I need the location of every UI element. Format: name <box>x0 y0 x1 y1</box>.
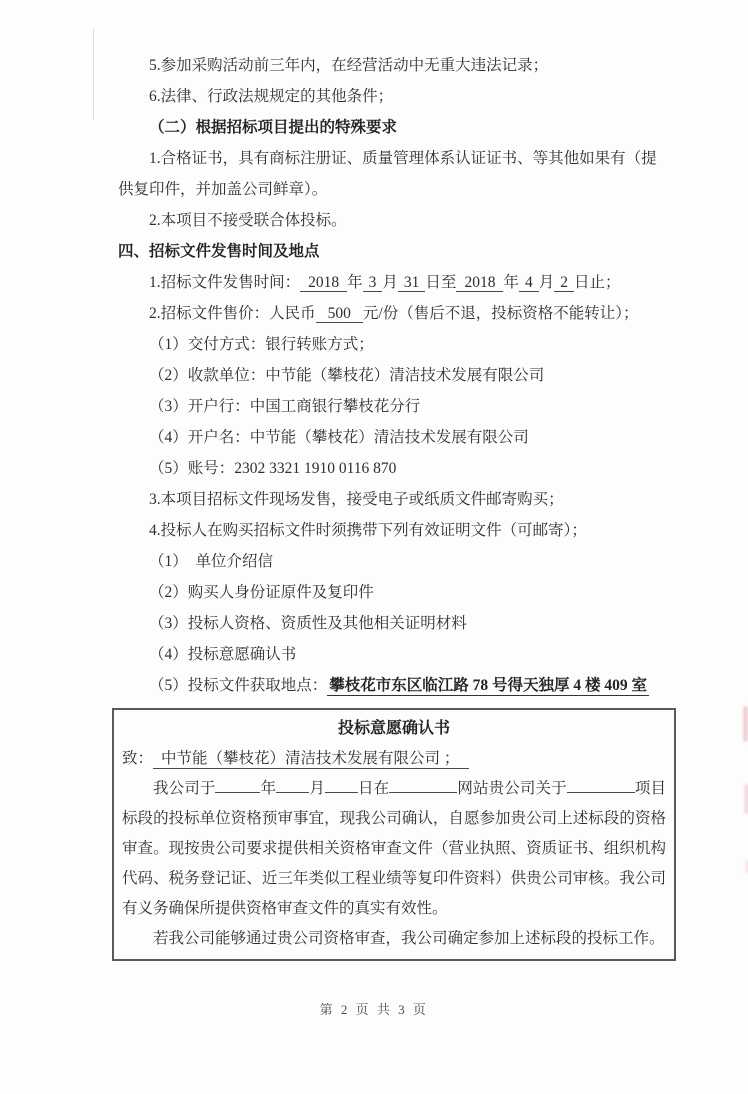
day-to-unit: 日至 <box>425 274 457 291</box>
blank-website-field <box>389 777 457 793</box>
addressee-label: 致： <box>122 750 154 767</box>
confirmation-text-4: 日在 <box>357 780 390 797</box>
sale-time-label: 1.招标文件发售时间： <box>149 274 301 291</box>
bank-line: （3）开户行：中国工商银行攀枝花分行 <box>149 398 421 415</box>
addressee-value: 中节能（攀枝花）清洁技术发展有限公司 ； <box>153 750 469 769</box>
confirmation-text-1: 我公司于 <box>153 780 216 797</box>
confirmation-text-2: 年 <box>260 780 277 797</box>
account-number-line: （5）账号：2302 3321 1910 0116 870 <box>149 460 397 477</box>
scan-artifact-smudge <box>744 784 748 814</box>
sale-end-day: 2 <box>554 274 574 292</box>
sale-start-month: 3 <box>363 274 383 292</box>
section-heading-special-requirements: （二）根据招标项目提出的特殊要求 <box>149 119 398 136</box>
year-unit: 年 <box>347 274 363 291</box>
box-title: 投标意愿确认书 <box>337 720 450 737</box>
day-end-unit: 日止； <box>573 274 621 291</box>
special-requirement-1: 1.合格证书，具有商标注册证、质量管理体系认证证书、等其他如果有（提供复印件，并加盖公司鲜章）。 <box>118 150 657 198</box>
addressee-line <box>122 744 666 774</box>
blank-month-field <box>276 777 309 793</box>
pickup-location-label: （5）投标文件获取地点： <box>149 677 328 694</box>
sale-start-year: 2018 <box>300 274 347 292</box>
pickup-address: 攀枝花市东区临江路 78 号得天独厚 4 楼 409 室 <box>329 677 648 694</box>
page-number: 第 2 页 共 3 页 <box>319 1002 429 1017</box>
month-unit-2: 月 <box>538 274 555 291</box>
blank-day-field <box>325 777 358 793</box>
payee-line: （2）收款单位：中节能（攀枝花）清洁技术发展有限公司 <box>149 367 545 384</box>
month-unit: 月 <box>382 274 398 291</box>
document-body <box>118 50 670 701</box>
account-name-line: （4）开户名：中节能（攀枝花）清洁技术发展有限公司 <box>149 429 529 446</box>
special-requirement-2: 2.本项目不接受联合体投标。 <box>149 212 347 229</box>
section-heading-4: 四、招标文件发售时间及地点 <box>118 243 320 260</box>
clause-item-4: 4.投标人在购买招标文件时须携带下列有效证明文件（可邮寄）； <box>149 522 587 539</box>
blank-project-field <box>567 777 635 793</box>
sale-end-year: 2018 <box>456 274 503 292</box>
year-unit-2: 年 <box>503 274 519 291</box>
required-doc-3: （3）投标人资格、资质性及其他相关证明材料 <box>149 615 467 632</box>
clause-item-3: 3.本项目招标文件现场发售，接受电子或纸质文件邮寄购买； <box>149 491 564 508</box>
price-value: 500 <box>316 305 363 323</box>
confirmation-closing: 若我公司能够通过贵公司资格审查，我公司确定参加上述标段的投标工作。 <box>153 930 665 947</box>
confirmation-box <box>112 708 676 961</box>
required-doc-2: （2）购买人身份证原件及复印件 <box>149 584 374 601</box>
blank-year-field <box>215 777 260 793</box>
price-line <box>118 298 670 329</box>
required-doc-5 <box>118 670 670 701</box>
scan-artifact-line <box>93 28 94 120</box>
confirmation-paragraph <box>122 774 666 924</box>
sale-end-month: 4 <box>519 274 539 292</box>
price-suffix: 元/份（售后不退，投标资格不能转让）； <box>362 305 639 322</box>
scan-artifact-smudge <box>743 706 748 742</box>
sale-time-line <box>118 267 670 298</box>
payment-method-line: （1）交付方式：银行转账方式； <box>149 336 374 353</box>
confirmation-text-5: 网站贵公司关于 <box>457 780 567 797</box>
confirmation-text-6: 项目标段的投标单位资格预审事宜，现我公司确认，自愿参加贵公司上述标段的资格审查。现按贵公司要求提供相关资格审查文件（营业执照、资质证书、组织机构代码、税务登记证、近三年类似工程业绩等复印件资料）供贵公司审核。我公司有义务确保所提供资格审查文件的真实有效性。 <box>122 780 666 917</box>
required-doc-1: （1） 单位介绍信 <box>149 553 274 570</box>
price-label: 2.招标文件售价：人民币 <box>149 305 316 322</box>
required-doc-4: （4）投标意愿确认书 <box>149 646 297 663</box>
clause-item-6: 6.法律、行政法规规定的其他条件； <box>149 88 394 105</box>
sale-start-day: 31 <box>398 274 426 292</box>
confirmation-text-3: 月 <box>309 780 325 797</box>
clause-item-5: 5.参加采购活动前三年内，在经营活动中无重大违法记录； <box>149 57 549 74</box>
